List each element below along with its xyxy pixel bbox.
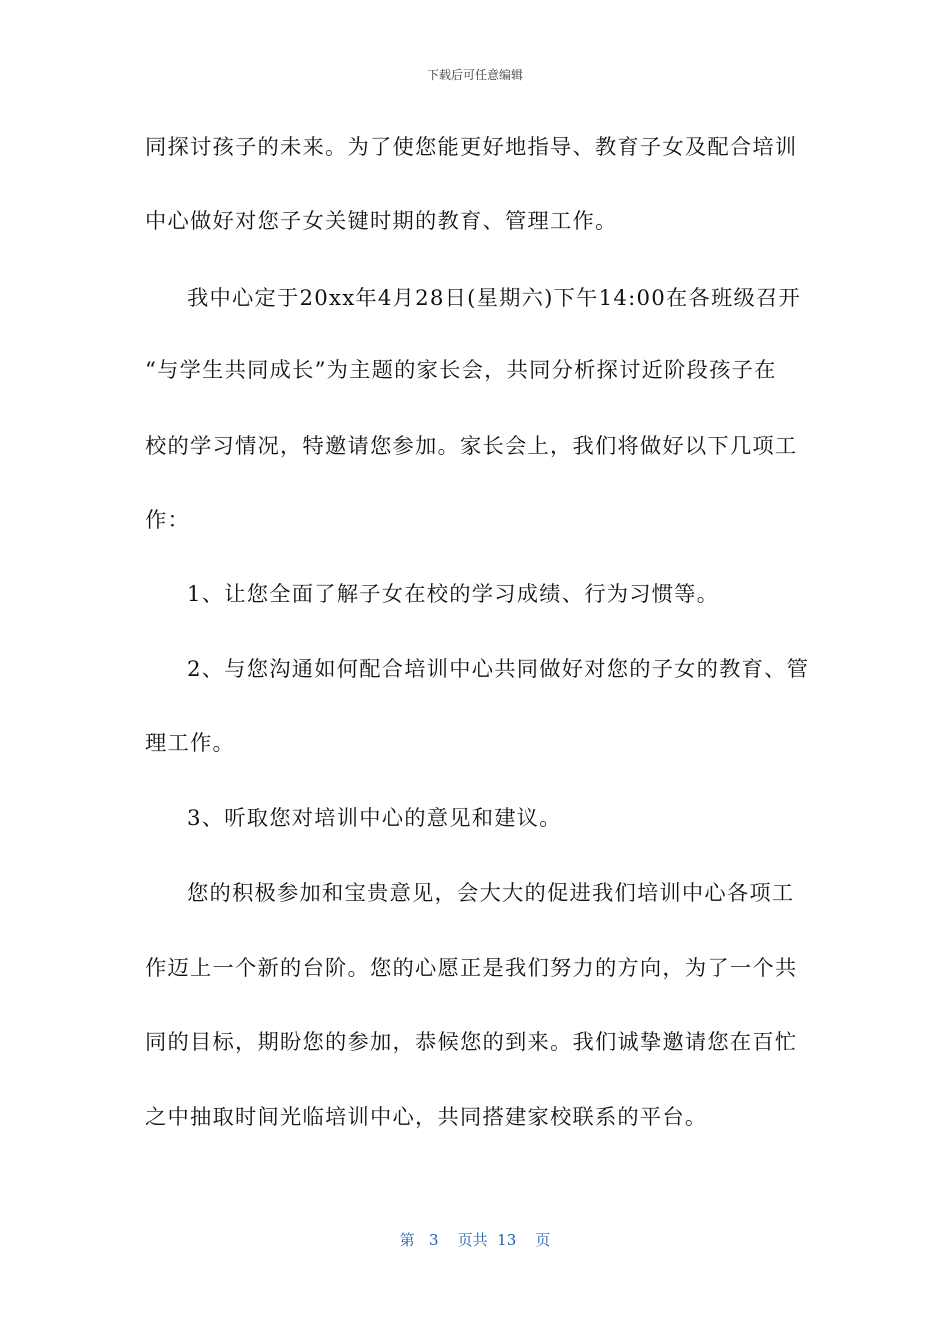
paragraph-line: 校的学习情况，特邀请您参加。家长会上，我们将做好以下几项工: [145, 434, 798, 459]
paragraph-line: 同的目标，期盼您的参加，恭候您的到来。我们诚挚邀请您在百忙: [145, 1030, 798, 1055]
paragraph-line: 作迈上一个新的台阶。您的心愿正是我们努力的方向，为了一个共: [145, 956, 798, 981]
paragraph-line: 中心做好对您子女关键时期的教育、管理工作。: [145, 209, 618, 234]
page-header: 下载后可任意编辑: [426, 68, 523, 82]
paragraph-line: 同探讨孩子的未来。为了使您能更好地指导、教育子女及配合培训: [145, 135, 798, 160]
footer-middle: 页共: [457, 1231, 488, 1249]
footer-prefix: 第: [399, 1231, 415, 1249]
current-page-number: 3: [428, 1231, 439, 1249]
list-item-2: 2、与您沟通如何配合培训中心共同做好对您的子女的教育、管: [187, 657, 810, 682]
paragraph-line: 我中心定于20xx年4月28日(星期六)下午14:00在各班级召开: [187, 286, 802, 311]
total-page-count: 13: [497, 1231, 517, 1249]
paragraph-line: 理工作。: [145, 731, 235, 756]
footer-suffix: 页: [535, 1231, 551, 1249]
page-footer: [0, 1229, 950, 1250]
paragraph-line: 之中抽取时间光临培训中心，共同搭建家校联系的平台。: [145, 1105, 708, 1130]
list-item-3: 3、听取您对培训中心的意见和建议。: [187, 806, 562, 831]
paragraph-line: 作：: [145, 508, 190, 533]
list-item-1: 1、让您全面了解子女在校的学习成绩、行为习惯等。: [187, 582, 720, 607]
paragraph-line: 您的积极参加和宝贵意见，会大大的促进我们培训中心各项工: [187, 881, 795, 906]
paragraph-line: “与学生共同成长”为主题的家长会，共同分析探讨近阶段孩子在: [145, 358, 777, 383]
